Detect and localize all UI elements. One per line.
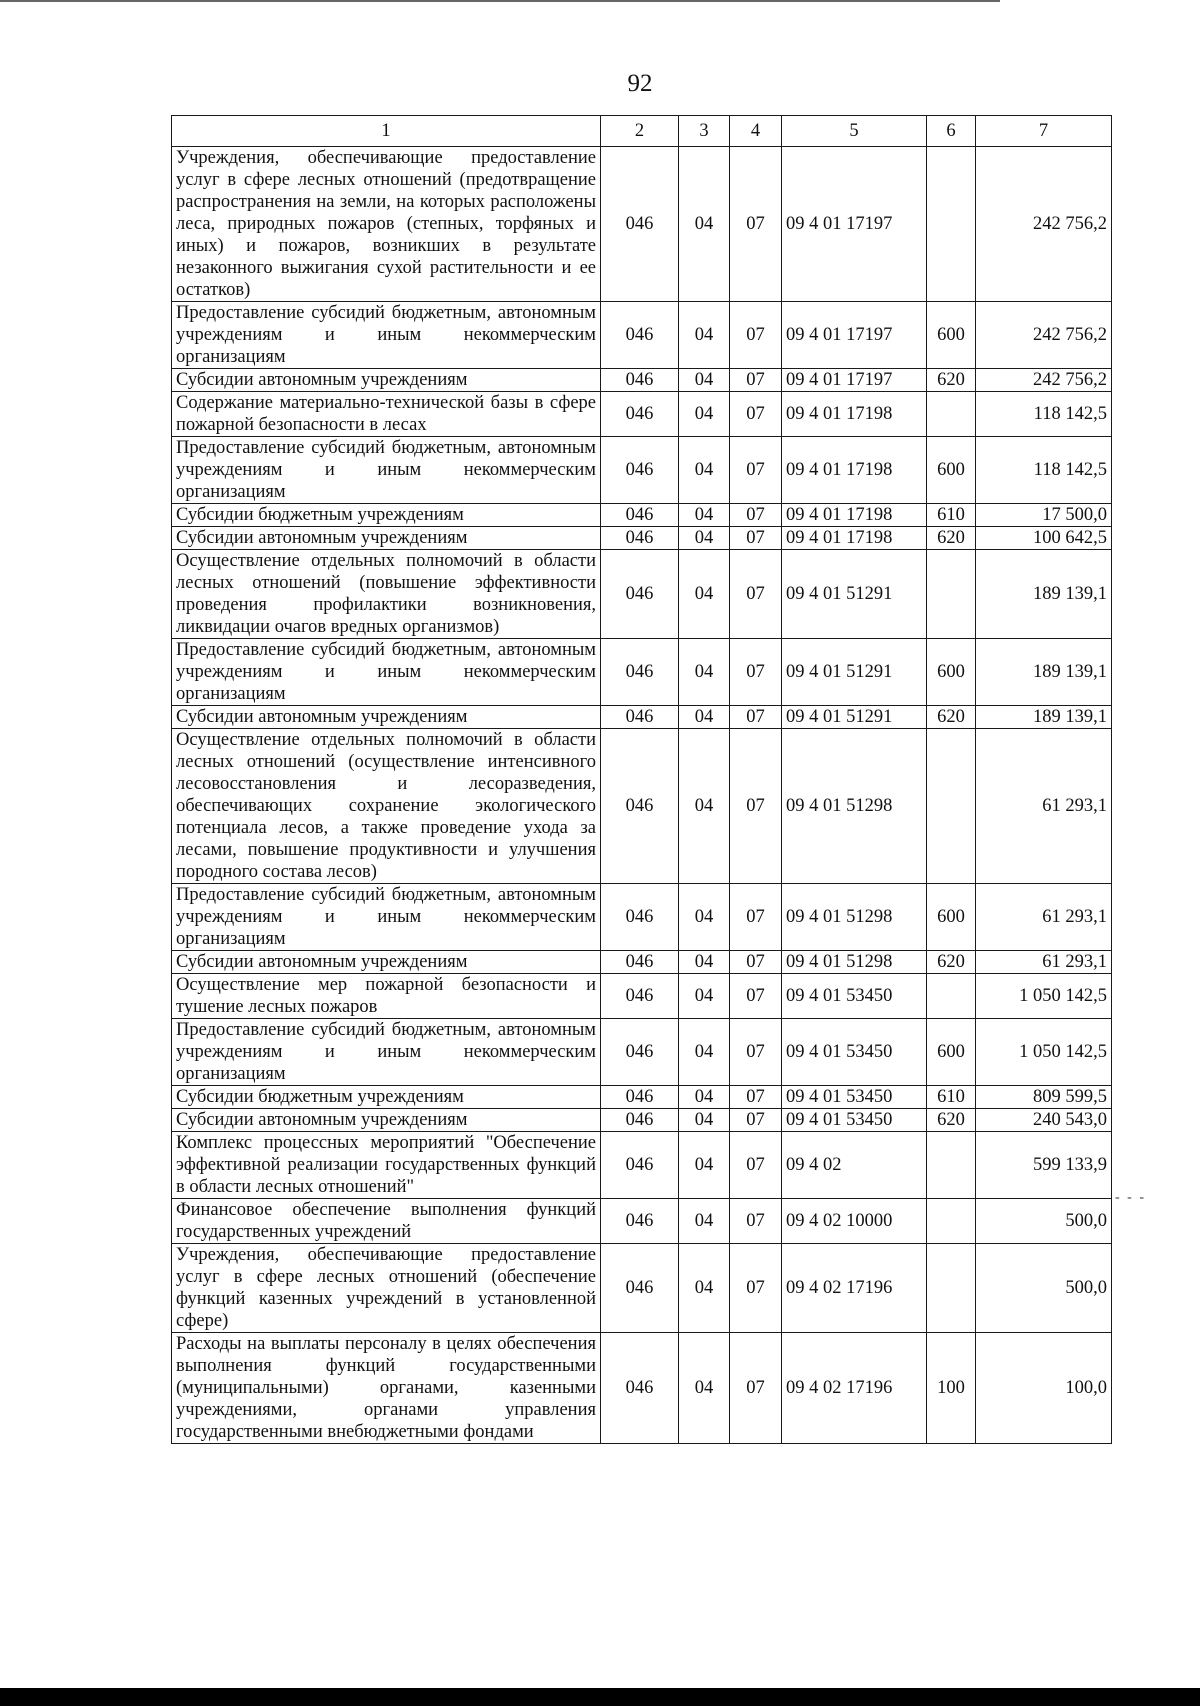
row-cell-col-3: 04	[679, 706, 730, 729]
row-cell-col-4: 07	[730, 951, 782, 974]
row-cell-col-2: 046	[601, 1132, 679, 1199]
row-description: Финансовое обеспечение выполнения функций государственных учреждений	[172, 1199, 601, 1244]
row-cell-col-2: 046	[601, 1019, 679, 1086]
row-cell-col-4: 07	[730, 147, 782, 302]
column-header-1: 1	[172, 116, 601, 147]
row-description: Предоставление субсидий бюджетным, автономным учреждениям и иным некоммерческим организациям	[172, 437, 601, 504]
table-row	[172, 974, 1112, 1019]
row-cell-col-2: 046	[601, 550, 679, 639]
row-cell-col-3: 04	[679, 1109, 730, 1132]
row-cell-col-2: 046	[601, 1199, 679, 1244]
row-cell-col-4: 07	[730, 302, 782, 369]
row-cell-col-6: 600	[927, 437, 976, 504]
row-cell-col-2: 046	[601, 1109, 679, 1132]
row-cell-col-7: 242 756,2	[976, 147, 1112, 302]
row-cell-col-6: 610	[927, 1086, 976, 1109]
table-row	[172, 951, 1112, 974]
row-cell-col-4: 07	[730, 706, 782, 729]
row-cell-col-5: 09 4 02 10000	[782, 1199, 927, 1244]
row-cell-col-7: 809 599,5	[976, 1086, 1112, 1109]
row-cell-col-3: 04	[679, 1333, 730, 1444]
row-cell-col-5: 09 4 01 53450	[782, 974, 927, 1019]
row-cell-col-2: 046	[601, 706, 679, 729]
row-cell-col-3: 04	[679, 527, 730, 550]
row-cell-col-3: 04	[679, 884, 730, 951]
header-row	[172, 116, 1112, 147]
row-cell-col-4: 07	[730, 392, 782, 437]
row-description: Субсидии автономным учреждениям	[172, 527, 601, 550]
row-cell-col-2: 046	[601, 1244, 679, 1333]
row-cell-col-5: 09 4 01 17197	[782, 369, 927, 392]
table-row	[172, 1132, 1112, 1199]
row-cell-col-3: 04	[679, 550, 730, 639]
row-cell-col-5: 09 4 01 51291	[782, 639, 927, 706]
table-row	[172, 1019, 1112, 1086]
table-row	[172, 1199, 1112, 1244]
column-header-6: 6	[927, 116, 976, 147]
row-cell-col-5: 09 4 01 51291	[782, 706, 927, 729]
row-cell-col-7: 242 756,2	[976, 369, 1112, 392]
row-cell-col-4: 07	[730, 1132, 782, 1199]
row-cell-col-5: 09 4 01 51298	[782, 884, 927, 951]
row-cell-col-4: 07	[730, 1333, 782, 1444]
row-cell-col-3: 04	[679, 369, 730, 392]
row-cell-col-3: 04	[679, 951, 730, 974]
row-cell-col-6	[927, 550, 976, 639]
row-cell-col-6: 620	[927, 527, 976, 550]
row-cell-col-6	[927, 147, 976, 302]
row-description: Осуществление отдельных полномочий в области лесных отношений (повышение эффективности проведения профилактики возникновения, ликвидации очагов вредных организмов)	[172, 550, 601, 639]
row-cell-col-4: 07	[730, 974, 782, 1019]
row-cell-col-2: 046	[601, 639, 679, 706]
row-cell-col-3: 04	[679, 974, 730, 1019]
row-cell-col-5: 09 4 02	[782, 1132, 927, 1199]
row-description: Субсидии автономным учреждениям	[172, 369, 601, 392]
row-cell-col-7: 1 050 142,5	[976, 1019, 1112, 1086]
row-cell-col-6	[927, 1132, 976, 1199]
row-description: Комплекс процессных мероприятий "Обеспечение эффективной реализации государственных функций в области лесных отношений"	[172, 1132, 601, 1199]
row-description: Предоставление субсидий бюджетным, автономным учреждениям и иным некоммерческим организациям	[172, 302, 601, 369]
table-row	[172, 504, 1112, 527]
table-row	[172, 147, 1112, 302]
column-header-3: 3	[679, 116, 730, 147]
row-cell-col-4: 07	[730, 639, 782, 706]
row-cell-col-5: 09 4 01 17198	[782, 527, 927, 550]
column-header-4: 4	[730, 116, 782, 147]
row-cell-col-2: 046	[601, 1086, 679, 1109]
row-cell-col-3: 04	[679, 392, 730, 437]
row-cell-col-2: 046	[601, 951, 679, 974]
row-cell-col-4: 07	[730, 884, 782, 951]
table-row	[172, 550, 1112, 639]
row-cell-col-6: 600	[927, 1019, 976, 1086]
row-cell-col-3: 04	[679, 302, 730, 369]
row-cell-col-5: 09 4 01 17197	[782, 147, 927, 302]
row-description: Учреждения, обеспечивающие предоставление услуг в сфере лесных отношений (предотвращение распространения на земли, на которых расположены леса, природных пожаров (степных, торфяных и иных) и пожаров, возникших в результате незаконного выжигания сухой растительности и ее остатков)	[172, 147, 601, 302]
row-cell-col-7: 100 642,5	[976, 527, 1112, 550]
row-cell-col-2: 046	[601, 884, 679, 951]
row-cell-col-6: 620	[927, 951, 976, 974]
row-cell-col-2: 046	[601, 302, 679, 369]
row-cell-col-5: 09 4 02 17196	[782, 1244, 927, 1333]
row-description: Субсидии автономным учреждениям	[172, 706, 601, 729]
row-description: Субсидии автономным учреждениям	[172, 951, 601, 974]
row-cell-col-5: 09 4 01 51291	[782, 550, 927, 639]
row-cell-col-2: 046	[601, 369, 679, 392]
row-description: Предоставление субсидий бюджетным, автономным учреждениям и иным некоммерческим организациям	[172, 884, 601, 951]
table-row	[172, 1086, 1112, 1109]
row-cell-col-7: 61 293,1	[976, 951, 1112, 974]
row-cell-col-5: 09 4 01 17197	[782, 302, 927, 369]
row-cell-col-7: 242 756,2	[976, 302, 1112, 369]
row-cell-col-5: 09 4 01 53450	[782, 1109, 927, 1132]
table-row	[172, 392, 1112, 437]
row-cell-col-3: 04	[679, 504, 730, 527]
row-description: Учреждения, обеспечивающие предоставление услуг в сфере лесных отношений (обеспечение функций казенных учреждений в установленной сфере)	[172, 1244, 601, 1333]
row-cell-col-7: 118 142,5	[976, 392, 1112, 437]
table-row	[172, 884, 1112, 951]
table-row	[172, 527, 1112, 550]
row-cell-col-7: 17 500,0	[976, 504, 1112, 527]
scan-bottom-edge	[0, 1688, 1200, 1706]
row-cell-col-5: 09 4 01 51298	[782, 729, 927, 884]
row-cell-col-5: 09 4 01 17198	[782, 504, 927, 527]
row-cell-col-6: 610	[927, 504, 976, 527]
row-cell-col-5: 09 4 01 17198	[782, 437, 927, 504]
row-cell-col-6: 600	[927, 639, 976, 706]
row-description: Осуществление отдельных полномочий в области лесных отношений (осуществление интенсивного лесовосстановления и лесоразведения, обеспечивающих сохранение экологического потенциала лесов, а также проведение ухода за лесами, повышение продуктивности и улучшения породного состава лесов)	[172, 729, 601, 884]
row-description: Содержание материально-технической базы в сфере пожарной безопасности в лесах	[172, 392, 601, 437]
row-cell-col-4: 07	[730, 527, 782, 550]
table-row	[172, 1109, 1112, 1132]
row-cell-col-7: 189 139,1	[976, 550, 1112, 639]
row-description: Субсидии бюджетным учреждениям	[172, 1086, 601, 1109]
row-cell-col-7: 100,0	[976, 1333, 1112, 1444]
row-cell-col-4: 07	[730, 1019, 782, 1086]
row-cell-col-5: 09 4 01 53450	[782, 1086, 927, 1109]
row-cell-col-7: 240 543,0	[976, 1109, 1112, 1132]
row-cell-col-2: 046	[601, 437, 679, 504]
row-cell-col-2: 046	[601, 147, 679, 302]
row-cell-col-7: 189 139,1	[976, 639, 1112, 706]
row-cell-col-6: 620	[927, 706, 976, 729]
row-cell-col-7: 1 050 142,5	[976, 974, 1112, 1019]
column-header-2: 2	[601, 116, 679, 147]
row-description: Субсидии бюджетным учреждениям	[172, 504, 601, 527]
table-row	[172, 729, 1112, 884]
row-cell-col-3: 04	[679, 437, 730, 504]
row-cell-col-5: 09 4 01 51298	[782, 951, 927, 974]
row-cell-col-4: 07	[730, 369, 782, 392]
row-cell-col-4: 07	[730, 550, 782, 639]
row-description: Осуществление мер пожарной безопасности и тушение лесных пожаров	[172, 974, 601, 1019]
row-description: Расходы на выплаты персоналу в целях обеспечения выполнения функций государственными (муниципальными) органами, казенными учреждениями, органами управления государственными внебюджетными фондами	[172, 1333, 601, 1444]
scan-artifact: - - -	[1115, 1190, 1146, 1205]
table-row	[172, 369, 1112, 392]
row-cell-col-7: 118 142,5	[976, 437, 1112, 504]
row-cell-col-2: 046	[601, 974, 679, 1019]
row-cell-col-6	[927, 729, 976, 884]
row-cell-col-4: 07	[730, 437, 782, 504]
row-description: Субсидии автономным учреждениям	[172, 1109, 601, 1132]
row-cell-col-6: 100	[927, 1333, 976, 1444]
row-cell-col-4: 07	[730, 1086, 782, 1109]
row-cell-col-5: 09 4 01 53450	[782, 1019, 927, 1086]
row-cell-col-3: 04	[679, 147, 730, 302]
row-cell-col-3: 04	[679, 1199, 730, 1244]
table-row	[172, 706, 1112, 729]
row-cell-col-7: 61 293,1	[976, 729, 1112, 884]
row-cell-col-6: 600	[927, 302, 976, 369]
row-description: Предоставление субсидий бюджетным, автономным учреждениям и иным некоммерческим организациям	[172, 639, 601, 706]
page-number: 92	[627, 70, 653, 97]
row-cell-col-3: 04	[679, 639, 730, 706]
row-cell-col-2: 046	[601, 729, 679, 884]
row-cell-col-2: 046	[601, 392, 679, 437]
row-cell-col-4: 07	[730, 1244, 782, 1333]
row-cell-col-3: 04	[679, 1086, 730, 1109]
row-cell-col-7: 500,0	[976, 1244, 1112, 1333]
row-cell-col-7: 500,0	[976, 1199, 1112, 1244]
row-cell-col-6	[927, 1199, 976, 1244]
row-cell-col-6	[927, 974, 976, 1019]
row-cell-col-4: 07	[730, 729, 782, 884]
row-cell-col-5: 09 4 01 17198	[782, 392, 927, 437]
row-cell-col-6: 620	[927, 1109, 976, 1132]
row-cell-col-2: 046	[601, 1333, 679, 1444]
table-body	[172, 147, 1112, 1444]
table-row	[172, 1244, 1112, 1333]
column-header-7: 7	[976, 116, 1112, 147]
row-cell-col-5: 09 4 02 17196	[782, 1333, 927, 1444]
table-row	[172, 302, 1112, 369]
column-header-5: 5	[782, 116, 927, 147]
row-cell-col-6	[927, 392, 976, 437]
row-cell-col-6	[927, 1244, 976, 1333]
row-cell-col-3: 04	[679, 1019, 730, 1086]
row-cell-col-7: 61 293,1	[976, 884, 1112, 951]
row-cell-col-7: 599 133,9	[976, 1132, 1112, 1199]
row-cell-col-4: 07	[730, 1109, 782, 1132]
row-cell-col-7: 189 139,1	[976, 706, 1112, 729]
row-cell-col-3: 04	[679, 1244, 730, 1333]
row-cell-col-6: 620	[927, 369, 976, 392]
row-cell-col-3: 04	[679, 729, 730, 884]
table-row	[172, 639, 1112, 706]
row-cell-col-4: 07	[730, 1199, 782, 1244]
row-cell-col-6: 600	[927, 884, 976, 951]
row-cell-col-3: 04	[679, 1132, 730, 1199]
row-cell-col-4: 07	[730, 504, 782, 527]
row-description: Предоставление субсидий бюджетным, автономным учреждениям и иным некоммерческим организациям	[172, 1019, 601, 1086]
budget-table	[171, 115, 1112, 1444]
row-cell-col-2: 046	[601, 504, 679, 527]
table-row	[172, 437, 1112, 504]
table-row	[172, 1333, 1112, 1444]
row-cell-col-2: 046	[601, 527, 679, 550]
top-rule	[0, 0, 1000, 2]
